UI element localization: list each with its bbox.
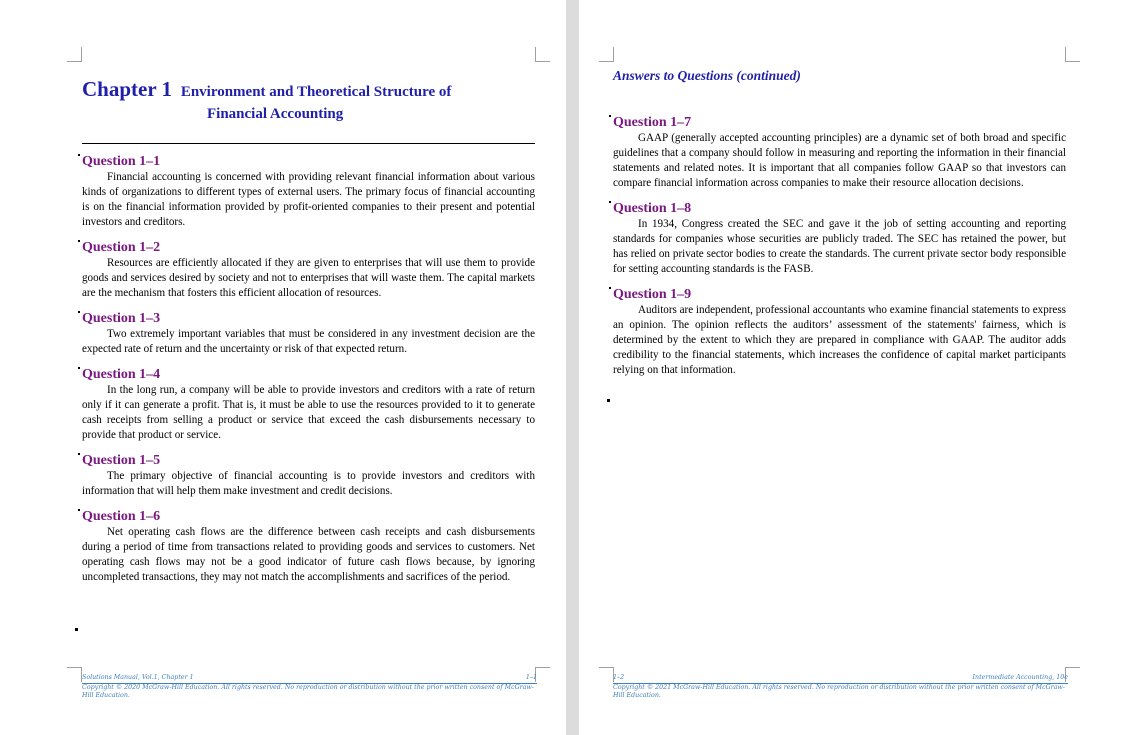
answer-paragraph: Two extremely important variables that must be considered in any investment decision are the expected rate of return and the uncertainty or risk of that expected return.	[82, 328, 535, 355]
answers-header: Answers to Questions (continued)	[613, 68, 801, 83]
question-heading	[613, 287, 1066, 303]
answer-paragraph: Auditors are independent, professional accountants who examine financial statements to express an opinion. The opinion reflects the auditors’ assessment of the statements' fairness, which is determined by the extent to which they are prepared in compliance with GAAP. The auditor adds credibility to the financial statements, which increases the confidence of capital market participants relying on that information.	[613, 304, 1066, 376]
question-heading-text: Question 1–4	[82, 367, 161, 382]
answer-paragraph: Financial accounting is concerned with providing relevant financial information about various kinds of organizations to different types of external users. The primary focus of financial accounting is on the financial information provided by profit-oriented companies to their present and potential investors and creditors.	[82, 171, 535, 228]
question-heading-text: Question 1–8	[613, 201, 692, 216]
question-heading	[613, 115, 1066, 131]
answer-paragraph: The primary objective of financial accounting is to provide investors and creditors with information that will help them make investment and credit decisions.	[82, 470, 535, 497]
paragraph-mark	[609, 201, 611, 203]
right-page-footer	[613, 674, 1068, 700]
answer-paragraph: In the long run, a company will be able to provide investors and creditors with a rate of return only if it can generate a profit. That is, it must be able to use the resources provided to it to generate cash receipts from selling a product or service that exceed the cash disbursements necessary to provide that product or service.	[82, 384, 535, 441]
paragraph-end-marker	[75, 628, 78, 631]
paragraph-mark	[78, 367, 80, 369]
paragraph-mark	[78, 240, 80, 242]
margin-corner-marker	[67, 47, 82, 62]
question-heading-text: Question 1–5	[82, 453, 161, 468]
footer-page-number: 1–1	[525, 674, 537, 681]
chapter-title-line2: Financial Accounting	[207, 106, 344, 122]
question-heading-text: Question 1–1	[82, 154, 161, 169]
question-heading	[82, 509, 535, 525]
paragraph-mark	[609, 287, 611, 289]
margin-corner-marker	[599, 667, 614, 682]
paragraph-mark	[78, 311, 80, 313]
paragraph-mark	[609, 115, 611, 117]
answer-paragraph: Resources are efficiently allocated if they are given to enterprises that will use them to provide goods and services desired by society and not to enterprises that will waste them. The capital markets are the mechanism that fosters this efficient allocation of resources.	[82, 257, 535, 299]
footer-left-text: Solutions Manual, Vol.1, Chapter 1	[82, 674, 194, 681]
question-heading	[82, 367, 535, 383]
question-heading-text: Question 1–7	[613, 115, 692, 130]
footer-copyright: Copyright © 2021 McGraw-Hill Education. All rights reserved. No reproduction or distribution without the prior written consent of McGraw-Hill Education.	[613, 684, 1065, 699]
question-heading-text: Question 1–6	[82, 509, 161, 524]
left-page-body	[82, 78, 535, 585]
question-heading	[82, 453, 535, 469]
answer-paragraph: In 1934, Congress created the SEC and gave it the job of setting accounting and reporting standards for companies whose securities are publicly traded. The SEC has retained the power, but has relied on private sector bodies to create the standards. The current private sector body responsible for setting accounting standards is the FASB.	[613, 218, 1066, 275]
answer-paragraph: Net operating cash flows are the difference between cash receipts and cash disbursements during a period of time from transactions related to providing goods and services to customers. Net operating cash flows may not be a good indicator of future cash flows because, by ignoring uncompleted transactions, they may not match the accomplishments and sacrifices of the period.	[82, 526, 535, 583]
paragraph-end-marker	[607, 399, 610, 402]
paragraph-mark	[78, 453, 80, 455]
footer-page-number: 1–2	[613, 674, 625, 681]
heading-rule	[82, 143, 535, 144]
question-heading-text: Question 1–9	[613, 287, 692, 302]
right-page-body	[613, 68, 1066, 378]
paragraph-mark	[78, 509, 80, 511]
page-gutter	[566, 0, 579, 735]
question-heading	[613, 201, 1066, 217]
paragraph-mark	[78, 154, 80, 156]
question-heading-text: Question 1–2	[82, 240, 161, 255]
chapter-title-line1: Environment and Theoretical Structure of	[180, 84, 452, 100]
document-page-left	[0, 0, 566, 735]
question-heading-text: Question 1–3	[82, 311, 161, 326]
margin-corner-marker	[535, 47, 550, 62]
left-page-footer	[82, 674, 537, 700]
right-question-list	[613, 115, 1066, 378]
margin-corner-marker	[599, 47, 614, 62]
question-heading	[82, 154, 535, 170]
margin-corner-marker	[67, 667, 82, 682]
footer-right-text: Intermediate Accounting, 10e	[972, 674, 1068, 681]
document-page-right	[579, 0, 1147, 735]
footer-copyright: Copyright © 2020 McGraw-Hill Education. All rights reserved. No reproduction or distribution without the prior written consent of McGraw-Hill Education.	[82, 684, 534, 699]
chapter-heading	[82, 78, 535, 104]
chapter-label: Chapter 1	[82, 77, 173, 101]
question-heading	[82, 311, 535, 327]
question-heading	[82, 240, 535, 256]
margin-corner-marker	[535, 667, 550, 682]
margin-corner-marker	[1065, 47, 1080, 62]
left-question-list	[82, 154, 535, 585]
answer-paragraph: GAAP (generally accepted accounting principles) are a dynamic set of both broad and specific guidelines that a company should follow in measuring and reporting the information in their financial statements and related notes. It is important that all companies follow GAAP so that investors can compare financial information across companies to make their resource allocation decisions.	[613, 132, 1066, 189]
